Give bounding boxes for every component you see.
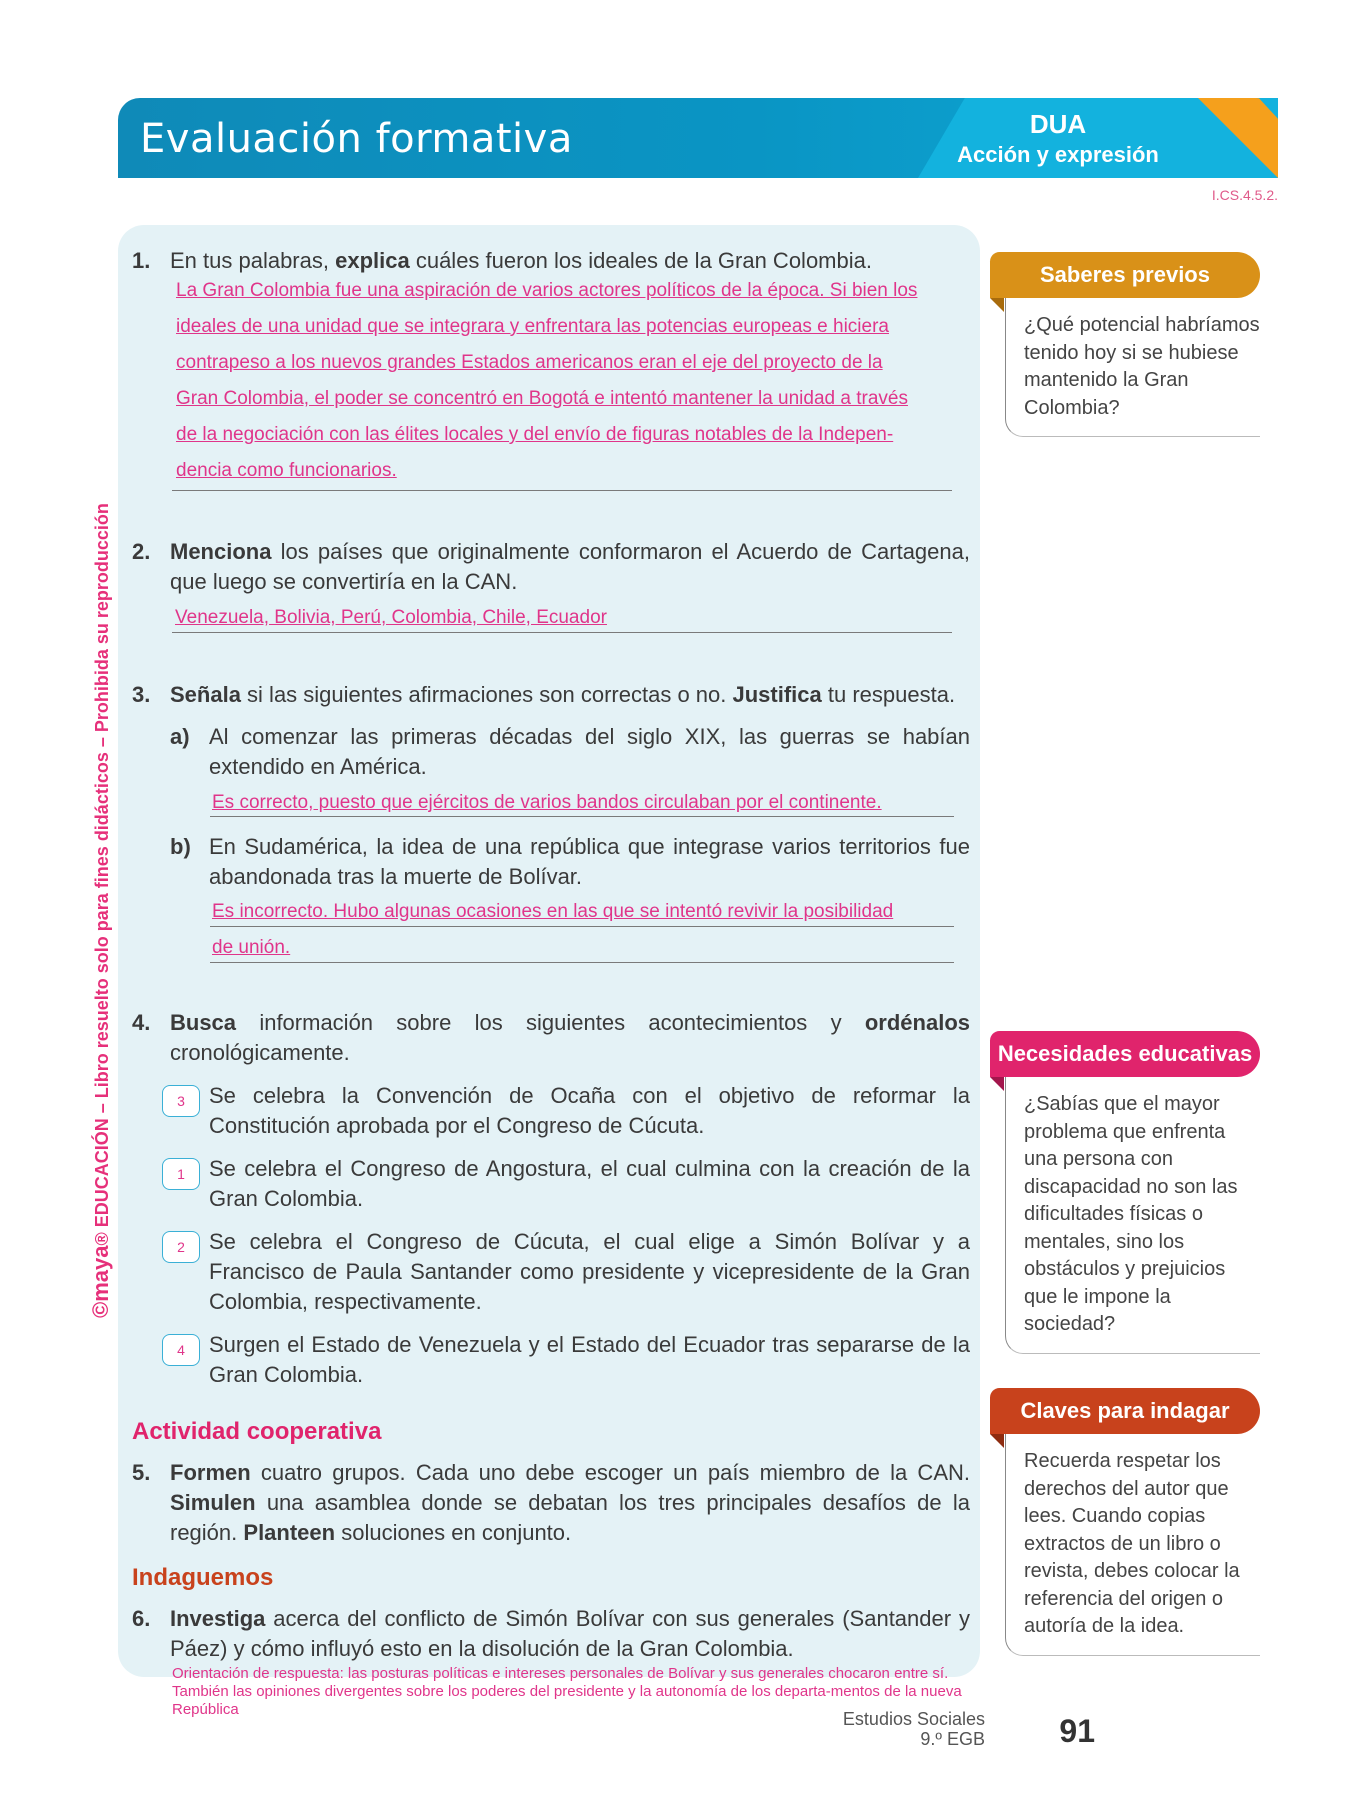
- card-text: Recuerda respetar los derechos del autor que lees. Cuando copias extractos de un libro o revista, debes colocar la referencia del origen o autoría de la idea.: [1005, 1434, 1260, 1656]
- question-3-text: Señala si las siguientes afirmaciones son correctas o no. Justifica tu respuesta.: [170, 682, 956, 707]
- card-claves-para-indagar: [990, 1388, 1260, 1656]
- order-input[interactable]: 4: [162, 1334, 200, 1366]
- card-title: Claves para indagar: [990, 1388, 1260, 1434]
- question-3-number: 3.: [132, 682, 151, 707]
- item-b-text: En Sudamérica, la idea de una república que integrase varios territorios fue abandonada tras la muerte de Bolívar.: [209, 834, 970, 889]
- page-title: Evaluación formativa: [140, 116, 573, 162]
- answer-rule: [210, 962, 954, 963]
- answer-rule: [210, 816, 954, 817]
- answer-line: Gran Colombia, el poder se concentró en Bogotá e intentó mantener la unidad a través: [176, 388, 908, 409]
- order-input[interactable]: 1: [162, 1158, 200, 1190]
- criteria-code: I.CS.4.5.2.: [1211, 187, 1278, 203]
- copyright-notice: ® EDUCACIÓN – Libro resuelto solo para fines didácticos – Prohibida su reproducción: [92, 503, 112, 1246]
- question-5-number: 5.: [132, 1460, 151, 1485]
- question-2-text: Menciona los países que originalmente conformaron el Acuerdo de Cartagena, que luego se convertiría en la CAN.: [170, 539, 970, 594]
- card-saberes-previos: [990, 252, 1260, 437]
- answer-orientation-note: Orientación de respuesta: las posturas políticas e intereses personales de Bolívar y sus generales chocaron entre sí. También las opiniones divergentes sobre los poderes del presidente y la autonomía de los departa-mentos de la nueva República: [172, 1665, 962, 1718]
- maya-logo: ©maya: [88, 1245, 113, 1318]
- card-title: Saberes previos: [990, 252, 1260, 298]
- item-a-label: a): [170, 724, 190, 749]
- order-input[interactable]: 2: [162, 1231, 200, 1263]
- card-notch: [990, 298, 1004, 312]
- event-text: Surgen el Estado de Venezuela y el Estado del Ecuador tras separarse de la Gran Colombia.: [209, 1332, 970, 1387]
- grade-level: 9.º EGB: [920, 1729, 985, 1749]
- indaguemos-heading: Indaguemos: [132, 1564, 274, 1591]
- item-b-answer-line: Es incorrecto. Hubo algunas ocasiones en las que se intentó revivir la posibilidad: [212, 901, 894, 922]
- dua-subtitle: Acción y expresión: [957, 142, 1159, 167]
- event-text: Se celebra la Convención de Ocaña con el objetivo de reformar la Constitución aprobada por el Congreso de Cúcuta.: [209, 1083, 970, 1138]
- card-notch: [990, 1077, 1004, 1091]
- card-necesidades-educativas: [990, 1031, 1260, 1354]
- answer-line: de la negociación con las élites locales y del envío de figuras notables de la Indepen-: [176, 424, 894, 445]
- item-a-text: Al comenzar las primeras décadas del siglo XIX, las guerras se habían extendido en América.: [209, 724, 970, 779]
- answer-rule: [210, 926, 954, 927]
- card-notch: [990, 1434, 1004, 1448]
- question-1-number: 1.: [132, 248, 151, 273]
- question-1-text: En tus palabras, explica cuáles fueron los ideales de la Gran Colombia.: [170, 248, 872, 273]
- item-b-label: b): [170, 834, 191, 859]
- question-2-number: 2.: [132, 539, 151, 564]
- item-b-answer-line: de unión.: [212, 937, 291, 958]
- card-text: ¿Qué potencial habríamos tenido hoy si se hubiese mantenido la Gran Colombia?: [1005, 298, 1260, 437]
- dua-title: DUA: [1029, 109, 1087, 139]
- answer-line: La Gran Colombia fue una aspiración de varios actores políticos de la época. Si bien los: [176, 280, 918, 301]
- item-a-answer: Es correcto, puesto que ejércitos de varios bandos circulaban por el continente.: [212, 792, 882, 813]
- question-4-number: 4.: [132, 1010, 151, 1035]
- question-4-text: Busca información sobre los siguientes acontecimientos y ordénalos cronológicamente.: [170, 1010, 970, 1065]
- question-5-text: Formen cuatro grupos. Cada uno debe escoger un país miembro de la CAN. Simulen una asamblea donde se debatan los tres principales desafíos de la región. Planteen soluciones en conjunto.: [170, 1460, 970, 1545]
- answer-rule: [172, 490, 952, 491]
- answer-line: dencia como funcionarios.: [176, 460, 397, 481]
- card-title: Necesidades educativas: [990, 1031, 1260, 1077]
- question-6-text: Investiga acerca del conflicto de Simón Bolívar con sus generales (Santander y Páez) y cómo influyó esto en la disolución de la Gran Colombia.: [170, 1606, 970, 1661]
- event-text: Se celebra el Congreso de Cúcuta, el cual elige a Simón Bolívar y a Francisco de Paula Santander como presidente y vicepresidente de la Gran Colombia, respectivamente.: [209, 1229, 970, 1314]
- event-text: Se celebra el Congreso de Angostura, el cual culmina con la creación de la Gran Colombia.: [209, 1156, 970, 1211]
- page-number: 91: [1059, 1713, 1095, 1749]
- answer-line: ideales de una unidad que se integrara y enfrentara las potencias europeas e hiciera: [176, 316, 889, 337]
- question-2-answer: Venezuela, Bolivia, Perú, Colombia, Chile, Ecuador: [175, 607, 607, 628]
- order-input[interactable]: 3: [162, 1085, 200, 1117]
- subject-name: Estudios Sociales: [842, 1709, 985, 1729]
- cooperative-activity-heading: Actividad cooperativa: [132, 1418, 382, 1445]
- answer-line: contrapeso a los nuevos grandes Estados americanos eran el eje del proyecto de la: [176, 352, 883, 373]
- copyright-side-text: [88, 503, 114, 1318]
- header-banner: [118, 98, 1278, 178]
- question-6-number: 6.: [132, 1606, 151, 1631]
- card-text: ¿Sabías que el mayor problema que enfrenta una persona con discapacidad no son las dificultades físicas o mentales, sino los obstáculos y prejuicios que le impone la sociedad?: [1005, 1077, 1260, 1354]
- answer-rule: [172, 632, 952, 633]
